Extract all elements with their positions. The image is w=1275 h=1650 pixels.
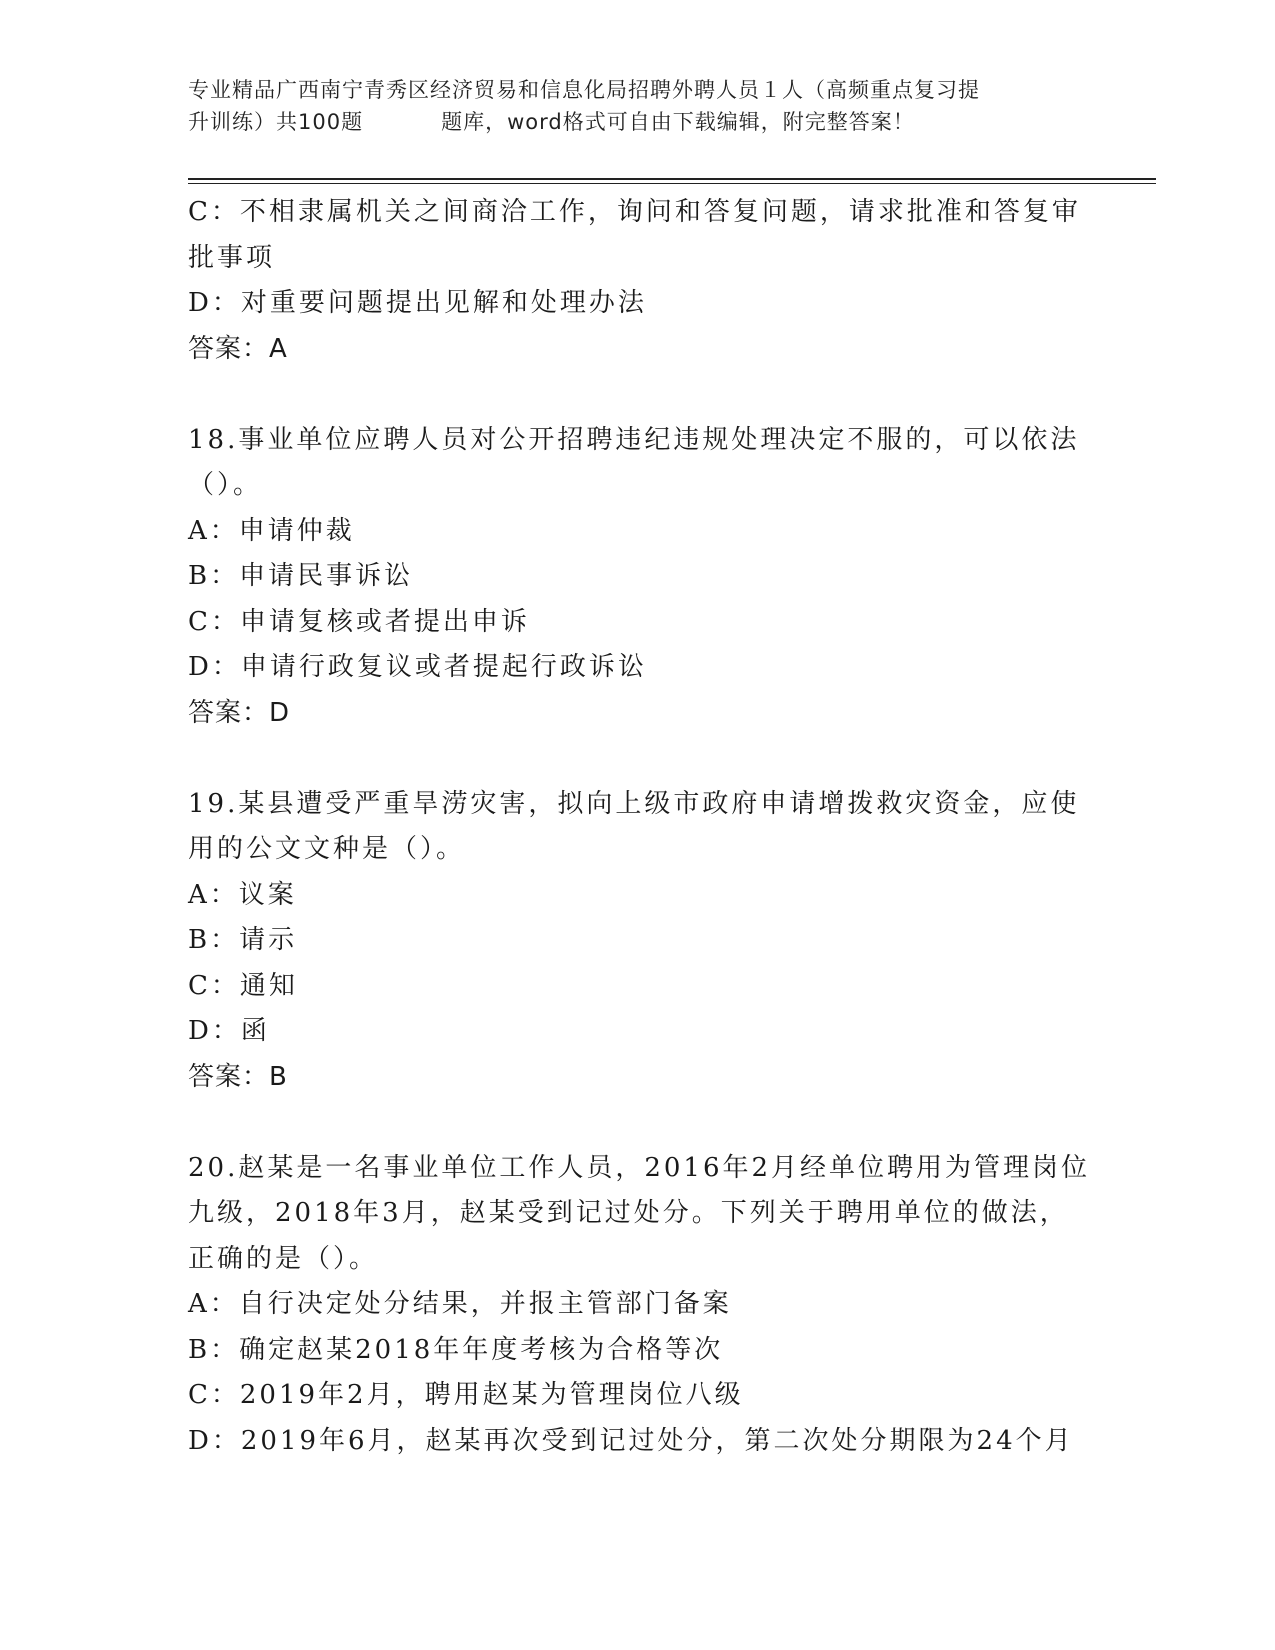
header-rule-thin — [188, 183, 1156, 184]
q20-option-d: D：2019年6月，赵某再次受到记过处分，第二次处分期限为24个月 — [188, 1425, 1074, 1456]
header-line-2-part-2: 题库，word格式可自由下载编辑，附完整答案！ — [441, 110, 915, 134]
q19-option-b: B：请示 — [188, 925, 298, 955]
q19-stem-line-1: 19.某县遭受严重旱涝灾害，拟向上级市政府申请增拨救灾资金，应使 — [188, 788, 1080, 819]
page-header — [188, 74, 1088, 138]
q18-answer: 答案：D — [188, 697, 291, 728]
header-line-2-part-1: 升训练）共100题 — [188, 110, 364, 134]
q17-option-c-line-2: 批事项 — [188, 242, 276, 273]
q17-option-d: D：对重要问题提出见解和处理办法 — [188, 288, 647, 318]
header-rule-thick — [188, 178, 1156, 180]
q19-answer: 答案：B — [188, 1061, 288, 1092]
q18-option-d: D：申请行政复议或者提起行政诉讼 — [188, 652, 647, 682]
question-list — [188, 190, 1091, 1464]
q20-option-c: C：2019年2月，聘用赵某为管理岗位八级 — [188, 1380, 744, 1410]
q18-option-b: B：申请民事诉讼 — [188, 561, 414, 591]
q18-stem-line-1: 18.事业单位应聘人员对公开招聘违纪违规处理决定不服的，可以依法 — [188, 424, 1080, 455]
q20-stem-line-1: 20.赵某是一名事业单位工作人员，2016年2月经单位聘用为管理岗位 — [188, 1152, 1091, 1183]
question-19 — [188, 782, 1088, 1101]
question-20 — [188, 1146, 1091, 1465]
q18-option-a: A：申请仲裁 — [188, 515, 355, 546]
header-line-1: 专业精品广西南宁青秀区经济贸易和信息化局招聘外聘人员１人（高频重点复习提 — [188, 78, 980, 102]
q20-option-a: A：自行决定处分结果，并报主管部门备案 — [188, 1289, 732, 1319]
q17-option-c-line-1: C：不相隶属机关之间商洽工作，询问和答复问题，请求批准和答复审 — [188, 197, 1081, 227]
q20-stem-line-2: 九级，2018年3月，赵某受到记过处分。下列关于聘用单位的做法， — [188, 1198, 1069, 1228]
q20-option-b: B：确定赵某2018年年度考核为合格等次 — [188, 1334, 724, 1365]
question-18 — [188, 418, 1088, 737]
q18-stem-line-2: （）。 — [188, 470, 263, 500]
q18-option-c: C：申请复核或者提出申诉 — [188, 606, 530, 637]
q19-stem-line-2: 用的公文文种是（）。 — [188, 834, 466, 864]
q17-answer: 答案：A — [188, 333, 288, 364]
q19-option-d: D：函 — [188, 1016, 270, 1046]
q19-option-c: C：通知 — [188, 970, 298, 1001]
question-17-fragment — [188, 190, 1088, 372]
q20-stem-line-3: 正确的是（）。 — [188, 1243, 379, 1274]
q19-option-a: A：议案 — [188, 879, 297, 910]
header-line-2 — [188, 106, 1088, 138]
